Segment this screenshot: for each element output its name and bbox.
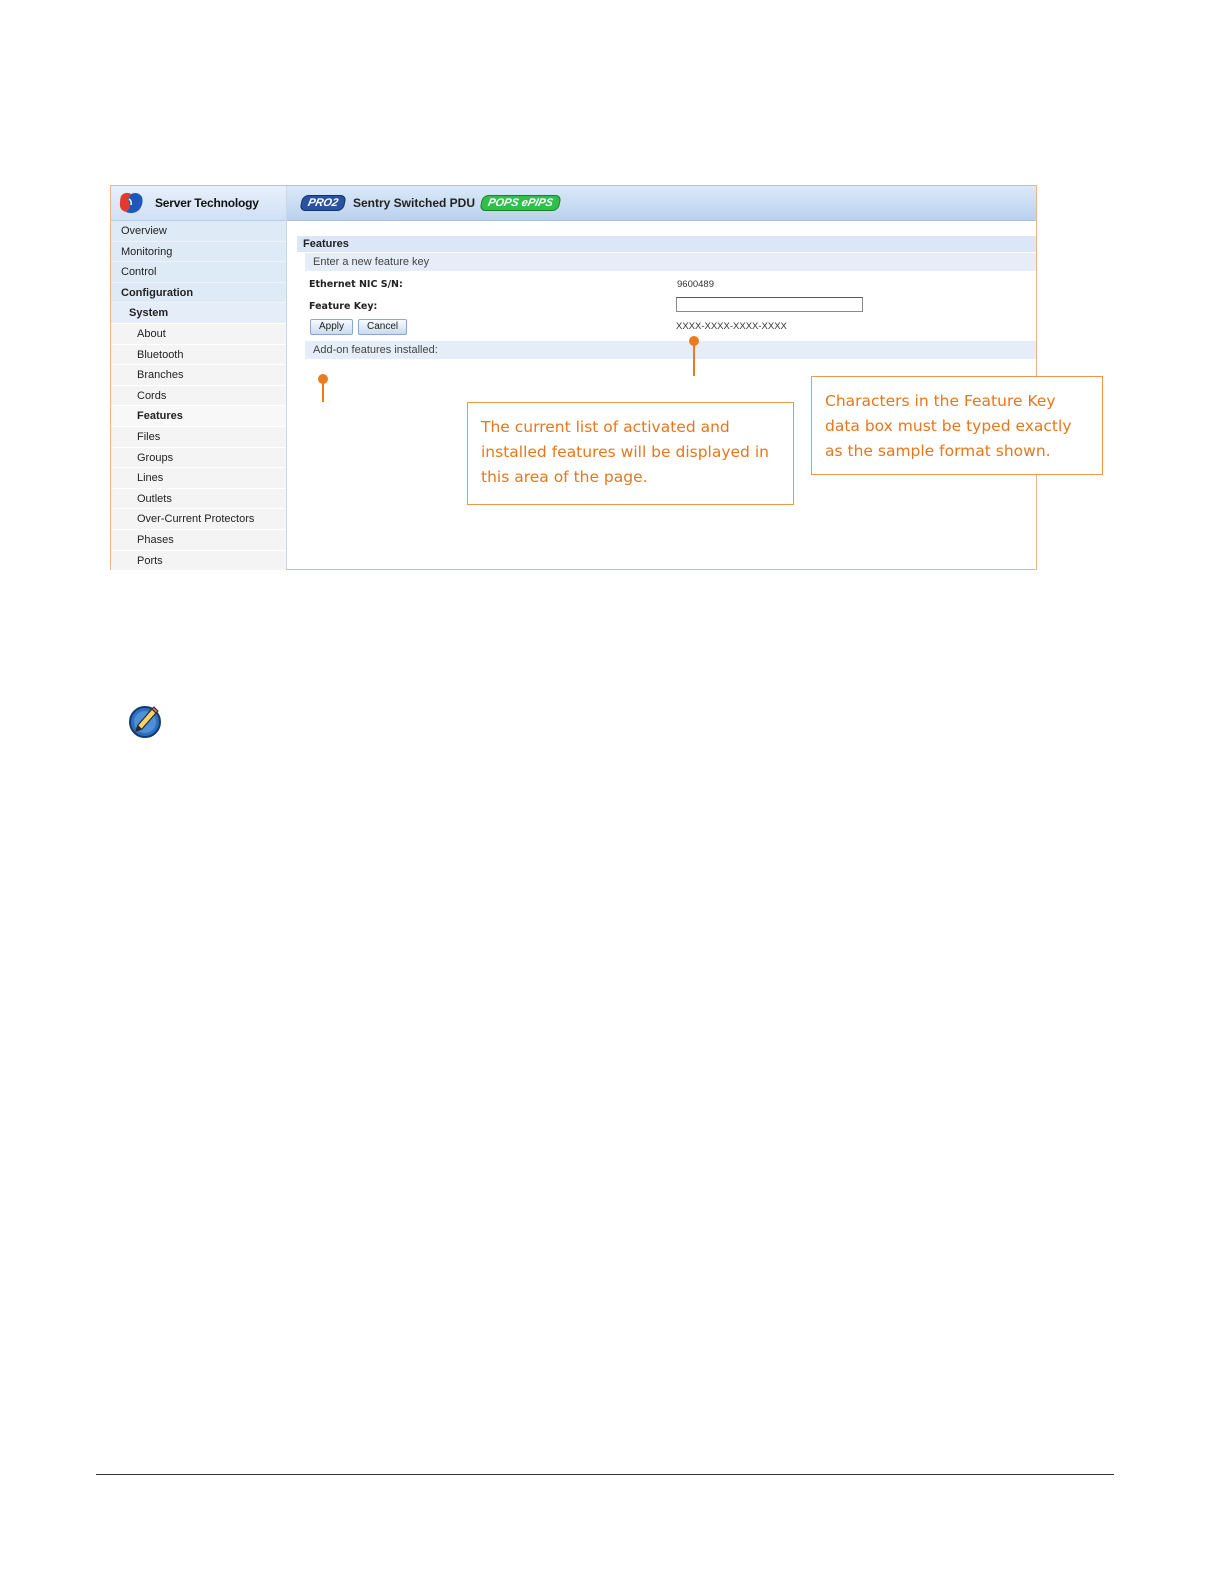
web-ui-screenshot bbox=[110, 185, 1072, 570]
sidebar-item-files[interactable]: Files bbox=[111, 427, 286, 448]
sidebar-item-control[interactable]: Control bbox=[111, 262, 286, 283]
pro2-badge: PRO2 bbox=[299, 195, 346, 211]
sidebar-item-system[interactable]: System bbox=[111, 303, 286, 324]
addon-features-title: Add-on features installed: bbox=[305, 341, 1036, 359]
nic-sn-label: Ethernet NIC S/N: bbox=[309, 279, 403, 290]
sidebar-item-about[interactable]: About bbox=[111, 324, 286, 345]
subsection-title: Enter a new feature key bbox=[305, 253, 1036, 271]
product-name: Sentry Switched PDU bbox=[352, 196, 475, 210]
feature-key-format-hint: XXXX-XXXX-XXXX-XXXX bbox=[676, 321, 787, 332]
server-technology-logo-icon bbox=[117, 190, 145, 216]
sidebar-item-over-current-protectors[interactable]: Over-Current Protectors bbox=[111, 509, 286, 530]
brand-name: Server Technology bbox=[155, 196, 259, 210]
sidebar-nav bbox=[111, 221, 286, 571]
sidebar-item-bluetooth[interactable]: Bluetooth bbox=[111, 345, 286, 366]
sidebar-item-branches[interactable]: Branches bbox=[111, 365, 286, 386]
brand-bar bbox=[111, 186, 286, 221]
callout-installed-features: The current list of activated and installed features will be displayed in this area of the page. bbox=[467, 402, 794, 505]
apply-button[interactable]: Apply bbox=[310, 319, 353, 335]
sidebar-item-configuration[interactable]: Configuration bbox=[111, 283, 286, 304]
sidebar-item-phases[interactable]: Phases bbox=[111, 530, 286, 551]
sidebar-item-ports[interactable]: Ports bbox=[111, 551, 286, 572]
section-title: Features bbox=[297, 236, 1036, 252]
pops-badge: POPS ePIPS bbox=[479, 195, 561, 211]
sidebar bbox=[111, 186, 287, 569]
cancel-button[interactable]: Cancel bbox=[358, 319, 407, 335]
callout-right-stem bbox=[693, 344, 695, 376]
sidebar-item-monitoring[interactable]: Monitoring bbox=[111, 242, 286, 263]
nic-sn-value: 9600489 bbox=[677, 279, 714, 290]
sidebar-item-groups[interactable]: Groups bbox=[111, 448, 286, 469]
sidebar-item-cords[interactable]: Cords bbox=[111, 386, 286, 407]
callout-left-stem bbox=[322, 382, 324, 402]
pencil-note-icon bbox=[128, 703, 162, 739]
feature-key-label: Feature Key: bbox=[309, 301, 378, 312]
feature-key-input[interactable] bbox=[676, 297, 863, 312]
footer-rule bbox=[96, 1474, 1114, 1475]
product-header bbox=[287, 186, 1036, 221]
sidebar-item-lines[interactable]: Lines bbox=[111, 468, 286, 489]
sidebar-item-overview[interactable]: Overview bbox=[111, 221, 286, 242]
main-panel bbox=[287, 186, 1072, 569]
callout-key-format: Characters in the Feature Key data box must be typed exactly as the sample format shown. bbox=[811, 376, 1103, 475]
sidebar-item-features[interactable]: Features bbox=[111, 406, 286, 427]
sidebar-item-outlets[interactable]: Outlets bbox=[111, 489, 286, 510]
